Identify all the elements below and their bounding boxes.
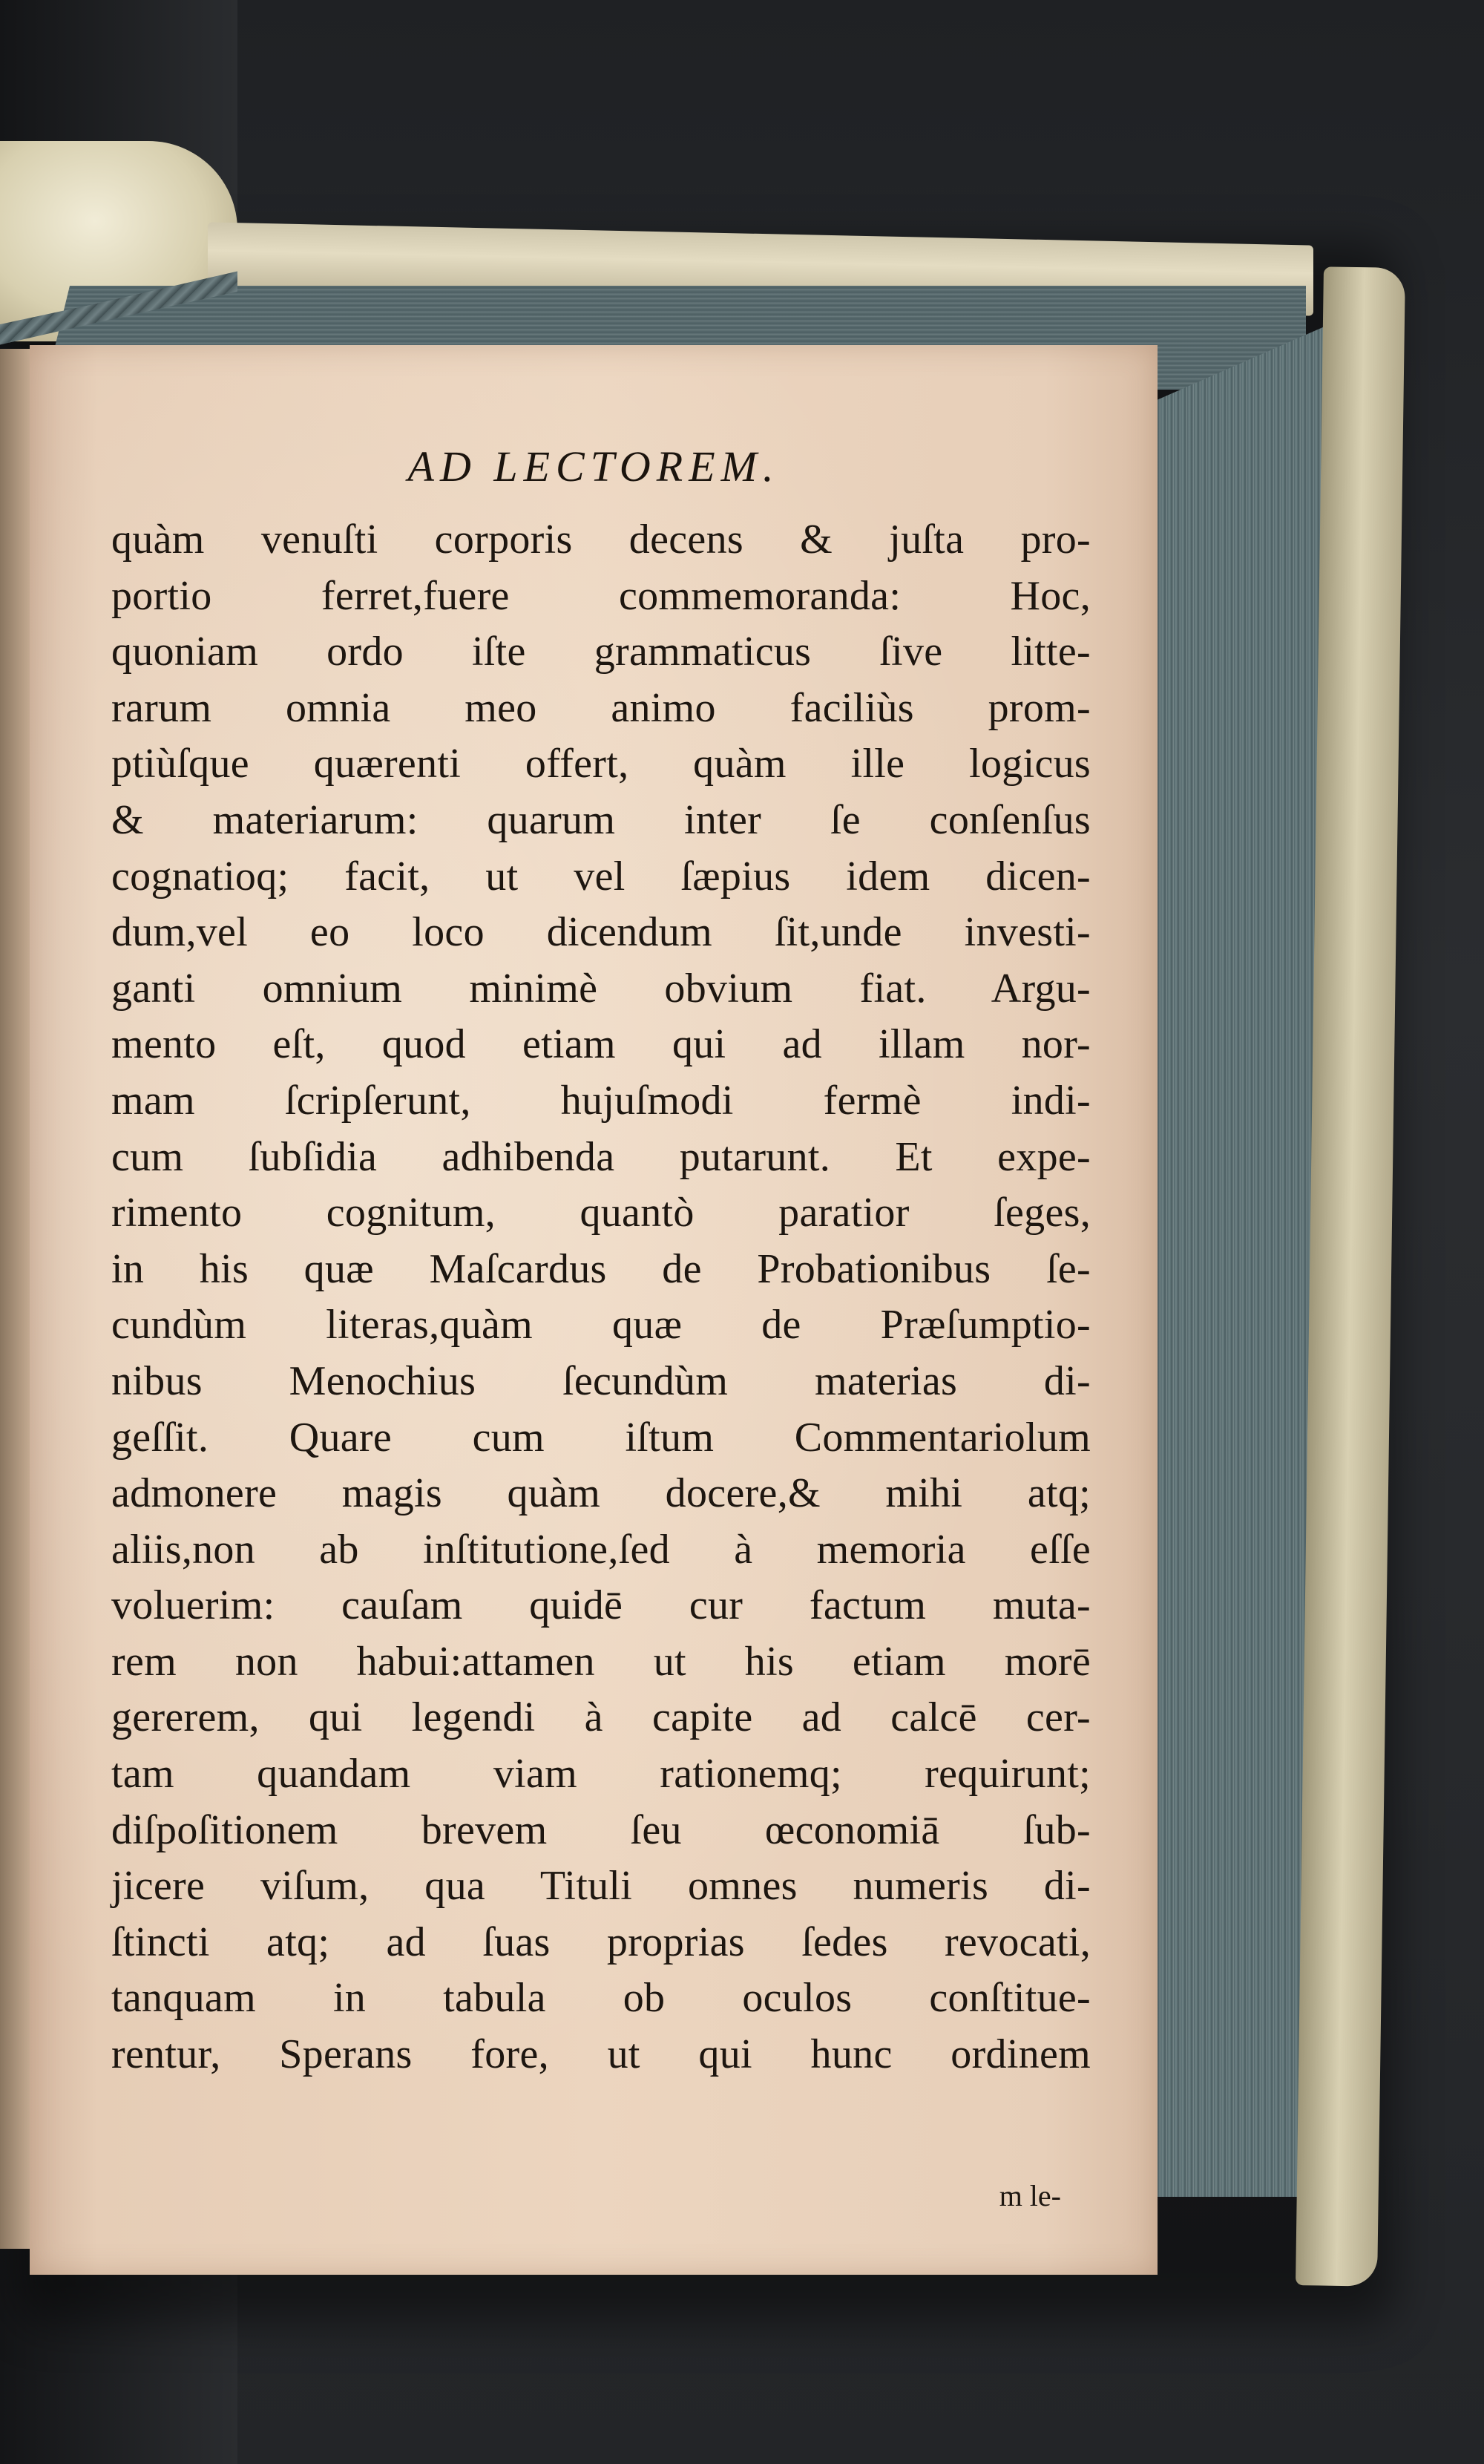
text-line-25: jicere viſum, qua Tituli omnes numeris di- <box>111 1863 1091 1910</box>
text-line-7: cognatioq; facit, ut vel ſæpius idem dicen- <box>111 853 1091 900</box>
text-line-23: tam quandam viam rationemq; requirunt; <box>111 1751 1091 1798</box>
text-line-19: aliis,non ab inſtitutione,ſed à memoria eſſe <box>111 1526 1091 1573</box>
text-line-1: quàm venuſti corporis decens & juſta pro- <box>111 517 1091 563</box>
text-line-27: tanquam in tabula ob oculos conſtitue- <box>111 1975 1091 2022</box>
text-line-2: portio ferret,fuere commemoranda: Hoc, <box>111 572 1091 619</box>
text-line-4: rarum omnia meo animo faciliùs prom- <box>111 684 1091 731</box>
text-line-28: rentur, Sperans fore, ut qui hunc ordinem <box>111 2031 1091 2078</box>
text-line-3: quoniam ordo iſte grammaticus ſive litte- <box>111 629 1091 675</box>
text-line-24: diſpoſitionem brevem ſeu œconomiā ſub- <box>111 1806 1091 1853</box>
running-header: AD LECTOREM. <box>407 442 780 491</box>
text-line-13: rimento cognitum, quantò paratior ſeges, <box>111 1190 1091 1236</box>
text-line-9: ganti omnium minimè obvium fiat. Argu- <box>111 965 1091 1012</box>
text-line-10: mento eſt, quod etiam qui ad illam nor- <box>111 1021 1091 1068</box>
book-page <box>30 345 1158 2275</box>
text-line-20: voluerim: cauſam quidē cur factum muta- <box>111 1582 1091 1629</box>
text-line-11: mam ſcripſerunt, hujuſmodi fermè indi- <box>111 1077 1091 1124</box>
text-line-17: geſſit. Quare cum iſtum Commentariolum <box>111 1414 1091 1461</box>
text-line-12: cum ſubſidia adhibenda putarunt. Et expe- <box>111 1133 1091 1180</box>
text-line-21: rem non habui:attamen ut his etiam morē <box>111 1638 1091 1685</box>
text-line-15: cundùm literas,quàm quæ de Præſumptio- <box>111 1302 1091 1349</box>
page-body-text <box>111 512 1091 2083</box>
catchword: m le- <box>999 2179 1061 2212</box>
text-line-16: nibus Menochius ſecundùm materias di- <box>111 1357 1091 1404</box>
text-line-18: admonere magis quàm docere,& mihi atq; <box>111 1470 1091 1517</box>
text-line-26: ſtincti atq; ad ſuas proprias ſedes revocati, <box>111 1919 1091 1965</box>
text-line-6: & materiarum: quarum inter ſe conſenſus <box>111 796 1091 843</box>
page-block-fore-edge <box>1154 327 1324 2197</box>
text-line-5: ptiùſque quærenti offert, quàm ille logicus <box>111 741 1091 787</box>
text-line-22: gererem, qui legendi à capite ad calcē cer- <box>111 1694 1091 1741</box>
text-line-14: in his quæ Maſcardus de Probationibus ſe- <box>111 1245 1091 1292</box>
text-line-8: dum,vel eo loco dicendum ſit,unde investi- <box>111 909 1091 956</box>
